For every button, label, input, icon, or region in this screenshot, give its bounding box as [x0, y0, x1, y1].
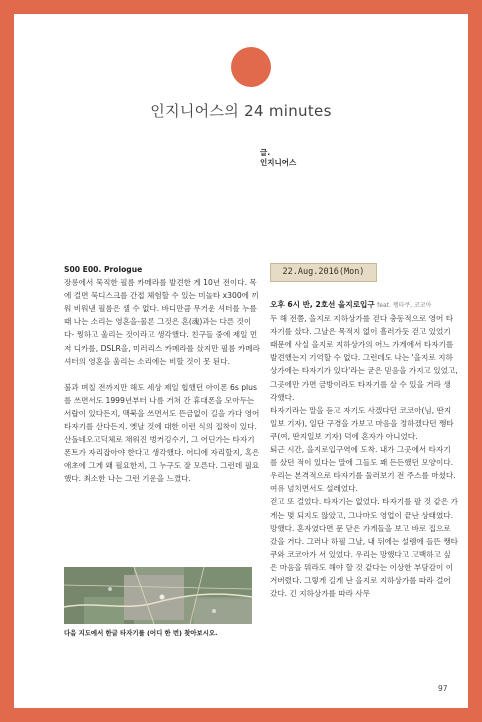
paragraph: 타자기라는 말을 듣고 자기도 사겠다던 코코아(님, 딴지일보 기자), 일단 구경을 가보고 마음을 정하겠다던 쨍타쿠(여, 딴지일보 기자) 덕에 혼자가 아니었다.	[270, 405, 454, 441]
map-image	[64, 567, 252, 624]
entry-subhead-line	[270, 298, 458, 312]
byline-author: 인지니어스	[260, 158, 297, 167]
map-caption: 다음 지도에서 한글 타자기를 (어디 한 번) 찾아보시오.	[64, 629, 218, 637]
paragraph: 퇴근 시간, 을지로입구역에 도착. 내가 그곳에서 타자기를 샀던 적이 있다는 말에 그들도 꽤 든든했던 모양이다. 우리는 본격적으로 타자기를 둘러보기 전 주스를 마셨다. 여유 넘치면서도 설레었다.	[270, 445, 456, 494]
byline	[260, 148, 296, 168]
decorative-circle	[231, 47, 271, 87]
right-column	[270, 298, 458, 600]
paragraph: 걷고 또 걸었다. 타자기는 없었다. 타자기를 팔 것 같은 가게는 몇 되지도 않았고, 그나마도 영업이 끝난 상태였다. 망했다. 혼자였다면 문 닫은 가게들을 보고 바로 집으로 갔을 거다. 그러나 하필 그날, 내 뒤에는 설렘에 들뜬 쨍타쿠와 코코아가 서 있었다. 우리는 망했다고 고백하고 싶은 마음을 뭐라도 해야 할 것 같다는 이상한 부담감이 이겨버렸다. 그렇게 길게 난 을지로 지하상가를 따라 걸어갔다. 긴 지하상가를 따라 사무	[270, 497, 458, 599]
page-number: 97	[438, 684, 448, 693]
section-heading: S00 E00. Prologue	[64, 265, 143, 274]
entry-subhead: 오후 6시 반, 2호선 을지로입구	[270, 300, 375, 309]
paragraph: 불과 며칠 전까지만 해도 세상 제일 힙했던 아이폰 6s plus를 쓰면서도 1999년부터 나름 거쳐 간 휴대폰을 모아두는 서랍이 있다든지, 맥북을 쓰면서도 뜬금없이 길을 가다 영어 타자기를 산다든지. 옛날 것에 대한 이런 식의 집착이 있다. 산돌네오고딕체로 채워진 벙커깅수기, 그 어딘가는 타자기 폰트가 자리잡아야 한다고 생각했다. 어디에 자리할지, 혹은 애초에 그게 왜 필요한지, 그 누구도 잘 모른다. 그런데 필요했다. 최소한 나는 그런 기운을 느꼈다.	[64, 382, 260, 484]
paragraph: 두 해 전쯤, 을지로 지하상가를 걷다 충동적으로 영어 타자기를 샀다. 그날은 목적지 없이 흘러가듯 걷고 있었기 때문에 사실 을지로 지하상가의 어느 가게에서 타자기를 발견했는지 기억할 수 없다. 그런데도 나는 '을지로 지하상가에는 타자기가 있다'라는 굳은 믿음을 가지고 있었고, 그곳에만 가면 금방이라도 타자기를 살 수 있을 거라 생각했다.	[270, 314, 458, 402]
article-title: 인지니어스의 24 minutes	[150, 102, 332, 120]
left-column	[64, 263, 260, 486]
date-stamp: 22.Aug.2016(Mon)	[270, 263, 377, 282]
byline-label: 글.	[260, 148, 271, 157]
entry-feat: feat. 쨍타쿠, 코코아	[377, 302, 432, 309]
paragraph: 장롱에서 묵직한 필름 카메라를 발견한 게 10년 전이다. 목에 걸면 묵디스크를 간접 체험할 수 있는 미놀타 x300에 끼워 비워낸 필름은 셀 수 없다. 바디만큼 무거운 셔터를 누를 때 나는 소리는 영혼을-물론 그것은 혼(魂)과는 다른 것이다- 찡하고 울리는 것이라고 생각했다. 친구들 중에 제일 먼저 디카를, DSLR을, 미러리스 카메라를 샀지만 필름 카메라 셔터의 영혼을 울리는 소리에는 비할 것이 못 된다.	[64, 278, 260, 366]
